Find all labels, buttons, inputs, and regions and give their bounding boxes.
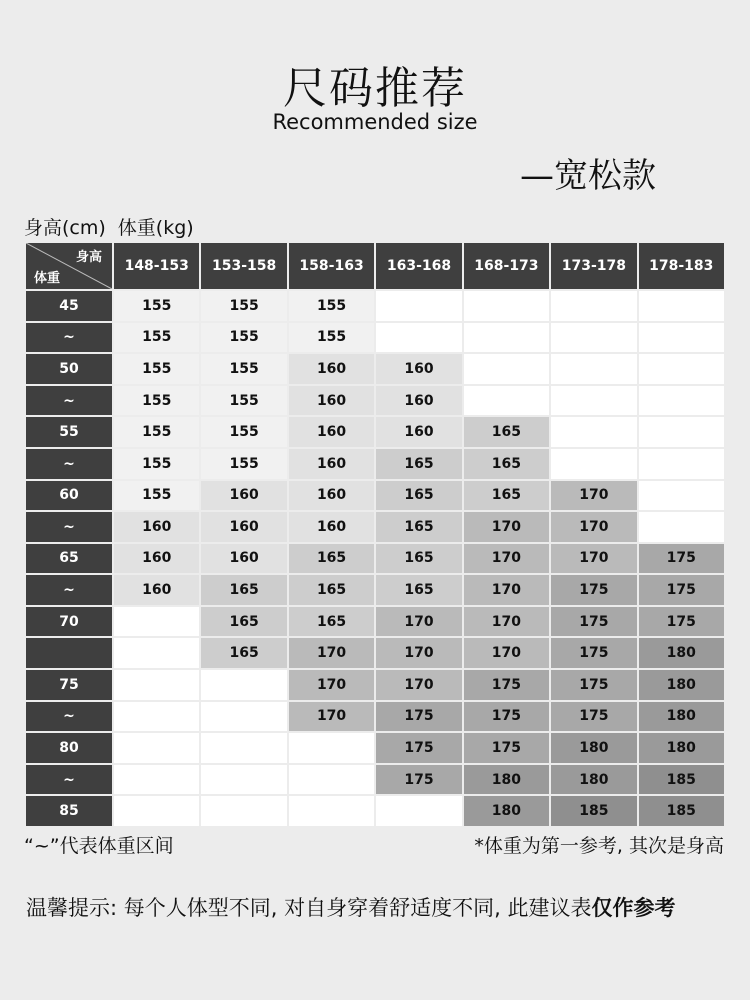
size-cell: 155 bbox=[114, 323, 199, 353]
size-cell: 170 bbox=[289, 638, 374, 668]
size-cell bbox=[639, 354, 724, 384]
size-cell bbox=[289, 765, 374, 795]
size-cell: 180 bbox=[639, 670, 724, 700]
size-cell bbox=[639, 291, 724, 321]
size-cell: 165 bbox=[289, 575, 374, 605]
size-cell bbox=[551, 354, 636, 384]
size-cell: 180 bbox=[551, 765, 636, 795]
size-cell: 175 bbox=[464, 670, 549, 700]
size-cell: 155 bbox=[289, 323, 374, 353]
size-cell bbox=[289, 733, 374, 763]
size-cell: 155 bbox=[201, 386, 286, 416]
row-header: ~ bbox=[26, 702, 112, 732]
size-cell: 175 bbox=[376, 733, 461, 763]
size-cell bbox=[464, 323, 549, 353]
size-cell: 155 bbox=[114, 481, 199, 511]
size-cell bbox=[114, 796, 199, 826]
size-cell: 160 bbox=[201, 544, 286, 574]
size-cell: 165 bbox=[464, 417, 549, 447]
size-cell: 165 bbox=[376, 481, 461, 511]
table-corner-header bbox=[26, 243, 112, 289]
size-cell: 175 bbox=[551, 575, 636, 605]
size-cell bbox=[201, 796, 286, 826]
size-cell bbox=[464, 354, 549, 384]
corner-height-label: 身高 bbox=[75, 250, 102, 265]
size-cell: 160 bbox=[289, 481, 374, 511]
size-cell bbox=[201, 702, 286, 732]
size-cell: 165 bbox=[201, 575, 286, 605]
size-cell bbox=[201, 765, 286, 795]
size-cell: 180 bbox=[464, 765, 549, 795]
size-cell: 160 bbox=[376, 417, 461, 447]
row-header: ~ bbox=[26, 449, 112, 479]
size-cell: 170 bbox=[464, 575, 549, 605]
size-cell bbox=[551, 417, 636, 447]
size-cell: 160 bbox=[289, 449, 374, 479]
size-cell: 180 bbox=[639, 638, 724, 668]
size-cell: 170 bbox=[464, 544, 549, 574]
size-cell bbox=[376, 291, 461, 321]
size-cell bbox=[639, 449, 724, 479]
size-cell: 175 bbox=[639, 575, 724, 605]
units-label bbox=[24, 213, 194, 240]
size-cell: 155 bbox=[201, 323, 286, 353]
row-header: 70 bbox=[26, 607, 112, 637]
size-cell bbox=[464, 386, 549, 416]
size-cell bbox=[639, 323, 724, 353]
size-cell: 170 bbox=[289, 702, 374, 732]
column-header: 178-183 bbox=[639, 243, 724, 289]
row-header: 50 bbox=[26, 354, 112, 384]
size-cell: 160 bbox=[289, 417, 374, 447]
row-header: 45 bbox=[26, 291, 112, 321]
size-cell: 160 bbox=[289, 386, 374, 416]
tip-normal-text: 温馨提示: 每个人体型不同, 对自身穿着舒适度不同, 此建议表 bbox=[26, 896, 592, 920]
row-header: ~ bbox=[26, 323, 112, 353]
weight-unit-label: 体重(kg) bbox=[117, 217, 194, 239]
size-cell: 170 bbox=[551, 544, 636, 574]
size-cell bbox=[551, 386, 636, 416]
size-cell: 160 bbox=[376, 354, 461, 384]
size-cell bbox=[551, 449, 636, 479]
size-cell: 160 bbox=[114, 512, 199, 542]
size-cell bbox=[464, 291, 549, 321]
row-header: ~ bbox=[26, 512, 112, 542]
size-cell: 170 bbox=[464, 638, 549, 668]
size-cell bbox=[201, 670, 286, 700]
size-cell: 175 bbox=[551, 638, 636, 668]
row-header: 60 bbox=[26, 481, 112, 511]
size-cell: 165 bbox=[464, 481, 549, 511]
size-cell: 165 bbox=[201, 638, 286, 668]
size-cell: 165 bbox=[289, 544, 374, 574]
size-cell: 175 bbox=[551, 607, 636, 637]
column-header: 163-168 bbox=[376, 243, 461, 289]
size-cell bbox=[639, 417, 724, 447]
size-cell: 160 bbox=[289, 354, 374, 384]
size-cell: 165 bbox=[464, 449, 549, 479]
size-cell: 175 bbox=[464, 733, 549, 763]
size-cell: 155 bbox=[114, 417, 199, 447]
size-cell: 185 bbox=[551, 796, 636, 826]
size-cell: 160 bbox=[289, 512, 374, 542]
size-cell: 170 bbox=[376, 607, 461, 637]
size-cell: 180 bbox=[639, 702, 724, 732]
size-cell: 180 bbox=[551, 733, 636, 763]
page-title: 尺码推荐 bbox=[283, 63, 467, 114]
size-cell: 160 bbox=[114, 575, 199, 605]
size-cell: 175 bbox=[376, 702, 461, 732]
size-cell: 170 bbox=[376, 638, 461, 668]
size-cell: 155 bbox=[114, 291, 199, 321]
size-chart-table bbox=[26, 243, 724, 826]
size-cell: 160 bbox=[376, 386, 461, 416]
height-unit-label: 身高(cm) bbox=[24, 217, 106, 239]
row-header: ~ bbox=[26, 386, 112, 416]
column-header: 148-153 bbox=[114, 243, 199, 289]
size-cell bbox=[289, 796, 374, 826]
size-cell bbox=[114, 765, 199, 795]
size-cell bbox=[639, 386, 724, 416]
column-header: 158-163 bbox=[289, 243, 374, 289]
tip-bold-text: 仅作参考 bbox=[591, 896, 676, 920]
size-cell: 170 bbox=[376, 670, 461, 700]
row-header: 65 bbox=[26, 544, 112, 574]
size-cell: 170 bbox=[464, 607, 549, 637]
size-cell: 155 bbox=[289, 291, 374, 321]
size-cell: 175 bbox=[551, 702, 636, 732]
corner-weight-label: 体重 bbox=[34, 271, 61, 286]
size-cell bbox=[114, 702, 199, 732]
size-cell: 165 bbox=[376, 575, 461, 605]
size-cell: 160 bbox=[201, 512, 286, 542]
size-cell: 155 bbox=[201, 449, 286, 479]
row-header: ~ bbox=[26, 765, 112, 795]
size-cell bbox=[114, 607, 199, 637]
size-cell: 170 bbox=[289, 670, 374, 700]
size-cell: 175 bbox=[639, 607, 724, 637]
size-cell: 155 bbox=[114, 449, 199, 479]
column-header: 153-158 bbox=[201, 243, 286, 289]
size-cell bbox=[551, 323, 636, 353]
size-cell: 165 bbox=[376, 512, 461, 542]
size-cell: 180 bbox=[464, 796, 549, 826]
size-cell: 155 bbox=[114, 386, 199, 416]
size-cell bbox=[201, 733, 286, 763]
row-header bbox=[26, 638, 112, 668]
size-cell: 165 bbox=[376, 544, 461, 574]
size-cell: 175 bbox=[376, 765, 461, 795]
tip-text bbox=[26, 892, 736, 922]
size-cell bbox=[376, 323, 461, 353]
size-cell: 175 bbox=[551, 670, 636, 700]
priority-note: *体重为第一参考, 其次是身高 bbox=[474, 835, 724, 857]
size-cell bbox=[114, 638, 199, 668]
size-cell: 165 bbox=[376, 449, 461, 479]
size-cell: 180 bbox=[639, 733, 724, 763]
size-cell: 155 bbox=[201, 291, 286, 321]
column-header: 173-178 bbox=[551, 243, 636, 289]
size-cell: 165 bbox=[289, 607, 374, 637]
size-cell bbox=[639, 512, 724, 542]
row-header: 75 bbox=[26, 670, 112, 700]
size-cell: 155 bbox=[114, 354, 199, 384]
tilde-note: “~”代表体重区间 bbox=[24, 835, 174, 857]
column-header: 168-173 bbox=[464, 243, 549, 289]
size-cell bbox=[376, 796, 461, 826]
page-subtitle: Recommended size bbox=[272, 110, 478, 134]
size-cell: 165 bbox=[201, 607, 286, 637]
row-header: 85 bbox=[26, 796, 112, 826]
size-cell: 160 bbox=[114, 544, 199, 574]
size-cell: 170 bbox=[464, 512, 549, 542]
size-cell: 175 bbox=[464, 702, 549, 732]
size-cell bbox=[114, 733, 199, 763]
size-cell: 160 bbox=[201, 481, 286, 511]
size-cell: 175 bbox=[639, 544, 724, 574]
row-header: 55 bbox=[26, 417, 112, 447]
size-cell: 185 bbox=[639, 796, 724, 826]
row-header: 80 bbox=[26, 733, 112, 763]
size-cell: 170 bbox=[551, 481, 636, 511]
row-header: ~ bbox=[26, 575, 112, 605]
size-cell bbox=[114, 670, 199, 700]
fit-type-label: —宽松款 bbox=[520, 156, 656, 196]
size-cell bbox=[551, 291, 636, 321]
size-cell: 185 bbox=[639, 765, 724, 795]
size-cell: 155 bbox=[201, 354, 286, 384]
size-cell bbox=[639, 481, 724, 511]
size-cell: 155 bbox=[201, 417, 286, 447]
size-cell: 170 bbox=[551, 512, 636, 542]
